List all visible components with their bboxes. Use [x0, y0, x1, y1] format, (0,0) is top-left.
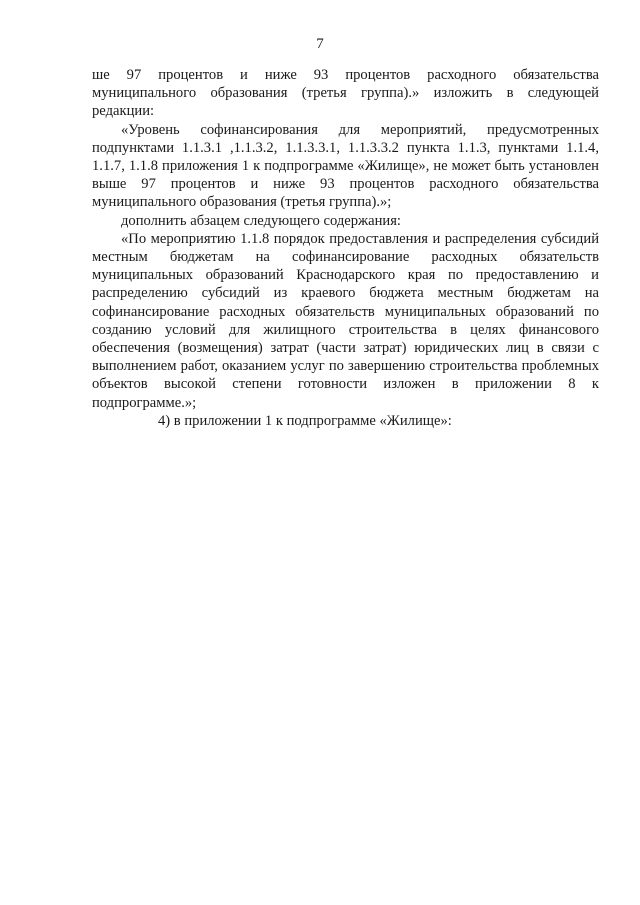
- paragraph-appendix-1: 4) в приложении 1 к подпрограмме «Жилище»:: [158, 412, 452, 429]
- document-body: [92, 66, 599, 430]
- paragraph-measure-1-1-8: «По мероприятию 1.1.8 порядок предоставления и распределения субсидий местным бюджетам на софинансирование расходных обязательств муниципальных образований Краснодарского края по предоставлению и распределению субсидий из краевого бюджета местным бюджетам на софинансирование расходных обязательств муниципальных образований по созданию условий для жилищного строительства в целях финансового обеспечения (возмещения) затрат (части затрат) юридических лиц в связи с выполнением работ, оказанием услуг по завершению строительства проблемных объектов высокой степени готовности изложен в приложении 8 к подпрограмме.»;: [92, 230, 599, 411]
- page-number: 7: [316, 36, 324, 52]
- paragraph-continuation: ше 97 процентов и ниже 93 процентов расходного обязательства муниципального образования (третья группа).» изложить в следующей редакции:: [92, 67, 599, 120]
- paragraph-add-clause: дополнить абзацем следующего содержания:: [121, 212, 401, 229]
- paragraph-cofinancing-level: «Уровень софинансирования для мероприятий, предусмотренных подпунктами 1.1.3.1 ,1.1.3.2, 1.1.3.3.1, 1.1.3.3.2 пункта 1.1.3, пунктами 1.1.4, 1.1.7, 1.1.8 приложения 1 к подпрограмме «Жилище», не может быть установлен выше 97 процентов и ниже 93 процентов расходного обязательства муниципального образования (третья группа).»;: [92, 121, 599, 211]
